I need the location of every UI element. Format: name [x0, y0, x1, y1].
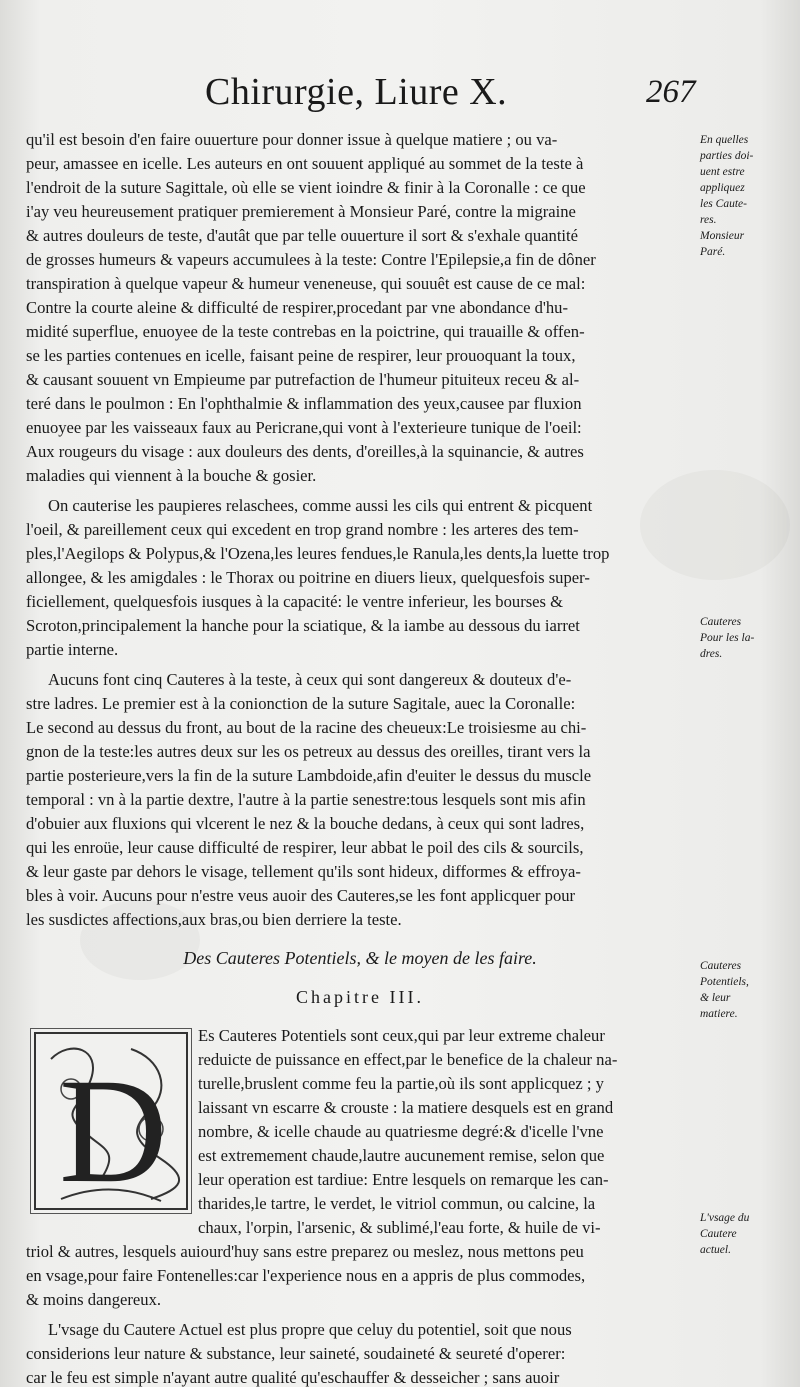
text-line: gnon de la teste:les autres deux sur les os petreux au dessus des oreilles, tirant vers la: [26, 742, 591, 761]
text-line: leur operation est tardiue: Entre lesquels on remarque les can-: [198, 1170, 609, 1189]
text-line: triol & autres, lesquels auiourd'huy sans estre preparez ou meslez, nous mettons peu: [26, 1242, 584, 1261]
text-line: qu'il est besoin d'en faire ouuerture pour donner issue à quelque matiere ; ou va-: [26, 130, 558, 149]
paragraph-last: [26, 1318, 694, 1387]
text-line: transpiration à quelque vapeur & humeur veneneuse, qui souuêt est cause de ce mal:: [26, 274, 586, 293]
text-line: turelle,bruslent comme feu la partie,où ils sont applicquez ; y: [198, 1074, 604, 1093]
text-line: est extremement chaude,lautre aucunement remise, selon que: [198, 1146, 605, 1165]
text-line: tharides,le tartre, le verdet, le vitriol commun, ou calcine, la: [198, 1194, 596, 1213]
text-line: enuoyee par les vaisseaux faux au Pericrane,qui vont à l'exterieure tunique de l'oeil:: [26, 418, 582, 437]
text-line: laissant vn escarre & crouste : la matiere desquels est en grand: [198, 1098, 614, 1117]
text-line: se les parties contenues en icelle, faisant peine de respirer, leur prouoquant la toux,: [26, 346, 576, 365]
text-line: Es Cauteres Potentiels sont ceux,qui par leur extreme chaleur: [198, 1026, 605, 1045]
text-line: partie interne.: [26, 640, 119, 659]
chapter-body: [26, 1024, 694, 1312]
text-line: & causant souuent vn Empieume par putrefaction de l'humeur pituiteux receu & al-: [26, 370, 580, 389]
text-line: & leur gaste par dehors le visage, tellement qu'ils sont hideux, difformes & effroya-: [26, 862, 581, 881]
ornamental-drop-cap: [30, 1028, 192, 1214]
paragraph-2: [26, 494, 694, 662]
margin-note: L'vsage du Cautere actuel.: [700, 1212, 750, 1256]
section-title: Des Cauteres Potentiels, & le moyen de les faire.: [183, 948, 537, 968]
text-line: en vsage,pour faire Fontenelles:car l'experience nous en a appris de plus commodes,: [26, 1266, 586, 1285]
text-line: Contre la courte aleine & difficulté de respirer,procedant par vne abondance d'hu-: [26, 298, 569, 317]
text-line: bles à voir. Aucuns pour n'estre veus auoir des Cauteres,se les font applicquer pour: [26, 886, 576, 905]
text-line: les susdictes affections,aux bras,ou bien derriere la teste.: [26, 910, 402, 929]
text-line: allongee, & les amigdales : le Thorax ou poitrine en diuers lieux, quelquesfois super-: [26, 568, 590, 587]
text-line: d'obuier aux fluxions qui vlcerent le nez & la bouche dedans, à ceux qui sont ladres,: [26, 814, 585, 833]
text-line: & autres douleurs de teste, d'autât que par telle ouuerture il sort & s'exhale quantité: [26, 226, 579, 245]
chapter-full-text: [26, 1216, 694, 1312]
text-line: l'endroit de la suture Sagittale, où elle se vient ioindre & finir à la Coronalle : ce que: [26, 178, 586, 197]
text-line: stre ladres. Le premier est à la conionction de la suture Sagitale, auec la Coronalle:: [26, 694, 576, 713]
text-line: i'ay veu heureusement pratiquer premierement à Monsieur Paré, contre la migraine: [26, 202, 576, 221]
text-line: partie posterieure,vers la fin de la suture Lambdoide,afin d'euiter le dessus du muscle: [26, 766, 592, 785]
running-title: Chirurgie, Liure X.: [205, 71, 508, 113]
margin-note: Cauteres Potentiels, & leur matiere.: [700, 960, 749, 1020]
text-line: midité superflue, enuoyee de la teste contrebas en la poictrine, qui trauaille & offen-: [26, 322, 585, 341]
chapter-title: Chapitre III.: [296, 987, 424, 1007]
text-line: teré dans le poulmon : En l'ophthalmie & inflammation des yeux,causee par fluxion: [26, 394, 582, 413]
text-line: nombre, & icelle chaude au quatriesme degré:& d'icelle l'vne: [198, 1122, 604, 1141]
text-line: L'vsage du Cautere Actuel est plus propre que celuy du potentiel, soit que nous: [48, 1320, 572, 1339]
chapter-wrapped-text: [198, 1024, 694, 1216]
page-number: 267: [646, 74, 696, 110]
text-line: chaux, l'orpin, l'arsenic, & sublimé,l'eau forte, & huile de vi-: [198, 1218, 601, 1237]
drop-cap-ornament: [31, 1029, 191, 1213]
margin-note: En quelles parties doi- uent estre appliquez les Caute- res. Monsieur Paré.: [700, 134, 754, 258]
paragraph-3: [26, 668, 694, 932]
text-line: car le feu est simple n'ayant autre qualité qu'eschauffer & desseicher ; sans auoir: [26, 1368, 560, 1387]
drop-cap-letter: D: [59, 1048, 168, 1213]
text-line: maladies qui viennent à la bouche & gosier.: [26, 466, 317, 485]
text-line: Aux rougeurs du visage : aux douleurs des dents, d'oreilles,à la squinancie, & autres: [26, 442, 584, 461]
text-line: peur, amassee en icelle. Les auteurs en ont souuent appliqué au sommet de la teste à: [26, 154, 584, 173]
text-line: reduicte de puissance en effect,par le benefice de la chaleur na-: [198, 1050, 618, 1069]
text-line: Le second au dessus du front, au bout de la racine des cheueux:Le troisiesme au chi-: [26, 718, 587, 737]
text-line: & moins dangereux.: [26, 1290, 162, 1309]
page-header: [0, 62, 800, 112]
text-line: ples,l'Aegilops & Polypus,& l'Ozena,les leures fendues,le Ranula,les dents,la luette trop: [26, 544, 610, 563]
text-line: Scroton,principalement la hanche pour la sciatique, & la iambe au dessous du iarret: [26, 616, 580, 635]
main-text: [26, 128, 694, 1387]
text-line: ficiellement, quelquesfois iusques à la capacité: le ventre inferieur, les bourses &: [26, 592, 564, 611]
text-line: considerions leur nature & substance, leur saineté, soudaineté & seureté d'operer:: [26, 1344, 566, 1363]
text-line: qui les enroüe, leur cause difficulté de respirer, leur abbat le poil des cils & sourcils,: [26, 838, 584, 857]
text-line: l'oeil, & pareillement ceux qui excedent en trop grand nombre : les arteres des tem-: [26, 520, 579, 539]
text-line: de grosses humeurs & vapeurs accumulees à la teste: Contre l'Epilepsie,a fin de dôner: [26, 250, 596, 269]
text-line: Aucuns font cinq Cauteres à la teste, à ceux qui sont dangereux & douteux d'e-: [48, 670, 572, 689]
margin-note: Cauteres Pour les la- dres.: [700, 616, 755, 660]
text-line: On cauterise les paupieres relaschees, comme aussi les cils qui entrent & picquent: [48, 496, 593, 515]
text-line: temporal : vn à la partie dextre, l'autre à la partie senestre:tous lesquels sont mis afin: [26, 790, 586, 809]
paragraph-1: [26, 128, 694, 488]
